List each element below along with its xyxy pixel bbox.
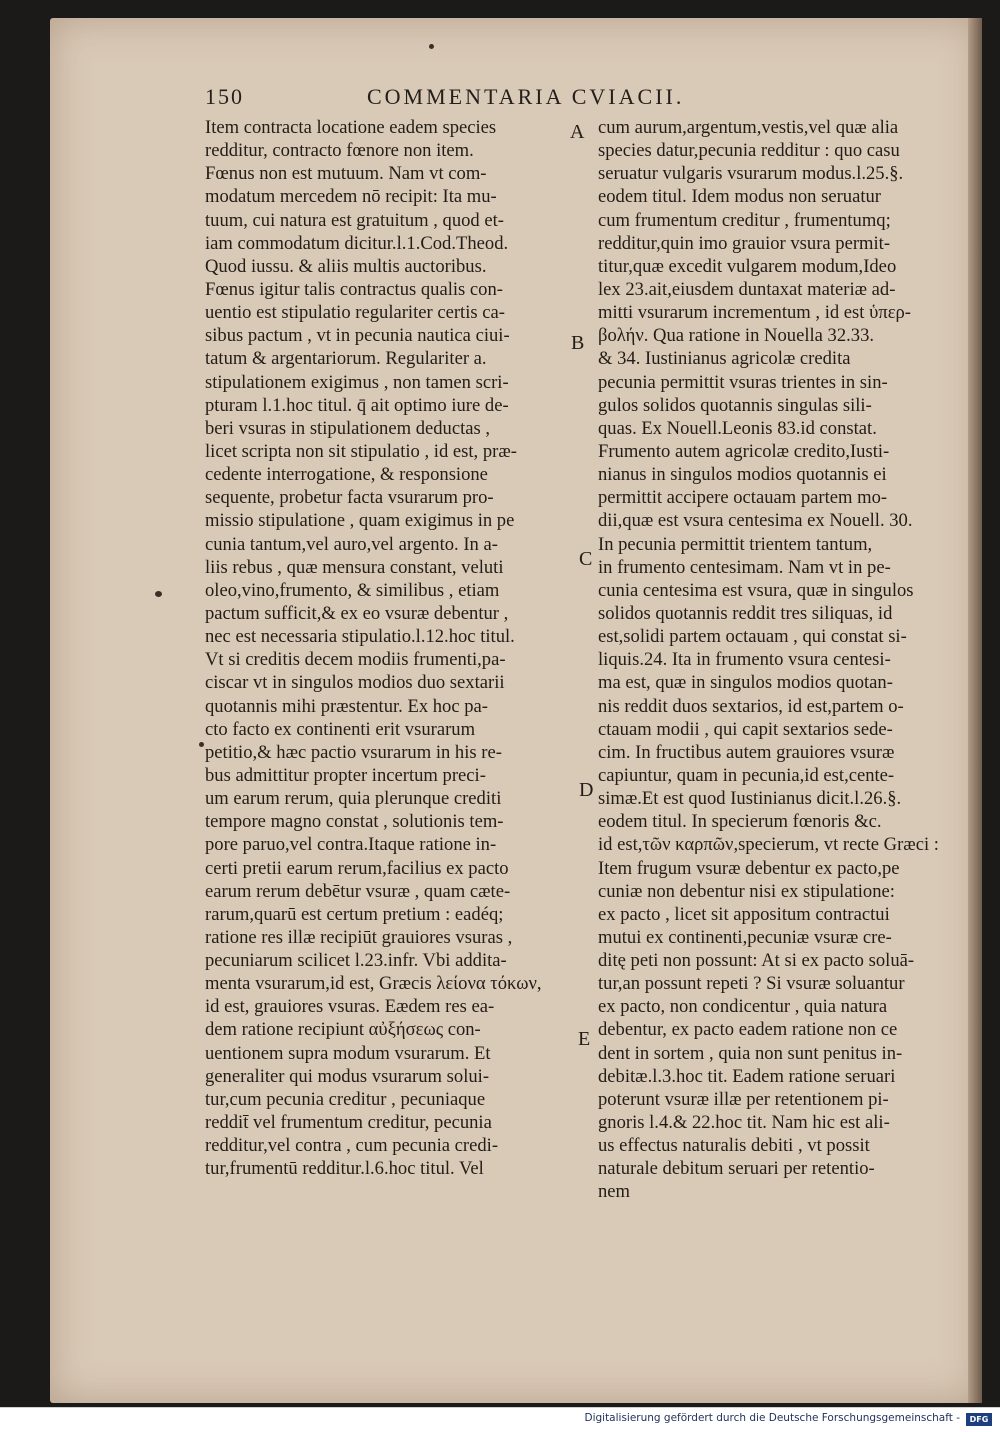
left-column-line: tuum, cui natura est gratuitum , quod et- [205, 209, 504, 231]
left-column-line: Fœnus igitur talis contractus qualis con- [205, 278, 503, 300]
right-column-line: us effectus naturalis debiti , vt possit [598, 1135, 870, 1157]
right-column-line: liquis.24. Ita in frumento vsura centesi- [598, 649, 891, 671]
left-column-line: pore paruo,vel contra.Itaque ratione in- [205, 834, 497, 856]
left-column-line: beri vsuras in stipulationem deductas , [205, 417, 491, 439]
left-column-line: rarum,quarū est certum pretium : eadéq; [205, 903, 504, 925]
right-column-line: ctauam modii , qui capit sextarios sede- [598, 718, 893, 740]
left-column-line: pecuniarum scilicet l.23.infr. Vbi addita- [205, 950, 507, 972]
dfg-logo: DFG [966, 1413, 992, 1426]
left-column-line: dem ratione recipiunt αὐξήσεως con- [205, 1019, 481, 1041]
right-column [598, 116, 958, 1204]
right-column-line: debitæ.l.3.hoc tit. Eadem ratione seruari [598, 1065, 896, 1087]
right-column-line: gulos solidos quotannis singulas sili- [598, 394, 872, 416]
left-column-line: cedente interrogatione, & responsione [205, 464, 488, 486]
left-column-line: redditur, contracto fœnore non item. [205, 140, 474, 162]
left-column-line: reddit̄ vel frumentum creditur, pecunia [205, 1112, 492, 1134]
left-column-line: missio stipulatione , quam exigimus in pe [205, 510, 515, 532]
right-column-line: Frumento autem agricolæ credito,Iusti- [598, 440, 890, 462]
right-column-line: cum frumentum creditur , frumentumq; [598, 209, 891, 231]
right-column-line: nianus in singulos modios quotannis ei [598, 464, 887, 486]
right-column-line: solidos quotannis reddit tres siliquas, id [598, 602, 893, 624]
running-title: COMMENTARIA CVIACII. [367, 84, 685, 109]
right-column-line: ditę peti non possunt: At si ex pacto soluā- [598, 950, 915, 972]
right-column-line: redditur,quin imo grauior vsura permit- [598, 232, 891, 254]
left-column-line: iam commodatum dicitur.l.1.Cod.Theod. [205, 232, 509, 254]
left-column-line: uentionem supra modum vsurarum. Et [205, 1042, 491, 1064]
right-column-line: tur,an possunt repeti ? Si vsuræ soluantur [598, 973, 905, 995]
left-column-line: cto facto ex continenti erit vsurarum [205, 718, 476, 740]
left-column-line: stipulationem exigimus , non tamen scri- [205, 371, 509, 393]
right-column-line: est,solidi partem octauam , qui constat si- [598, 626, 907, 648]
ink-speck [429, 44, 434, 49]
page-header [205, 84, 825, 112]
right-column-line: cuniæ non debentur nisi ex stipulatione: [598, 880, 895, 902]
left-column-line: liis rebus , quæ mensura constant, veluti [205, 556, 504, 578]
right-column-line: eodem titul. In specierum fœnoris &c. [598, 811, 882, 833]
left-column-line: redditur,vel contra , cum pecunia credi- [205, 1135, 499, 1157]
page-number: 150 [205, 84, 244, 109]
left-column-line: sibus pactum , vt in pecunia nautica ciui- [205, 325, 510, 347]
right-column-line: gnoris l.4.& 22.hoc tit. Nam hic est ali- [598, 1112, 890, 1134]
left-column-line: tur,cum pecunia creditur , pecuniaque [205, 1088, 486, 1110]
right-column-line: ex pacto , licet sit appositum contractui [598, 903, 890, 925]
left-column-line: ciscar vt in singulos modios duo sextarii [205, 672, 505, 694]
right-column-line: dii,quæ est vsura centesima ex Nouell. 30. [598, 510, 913, 532]
right-column-line: permittit accipere octauam partem mo- [598, 487, 888, 509]
left-column-line: nec est necessaria stipulatio.l.12.hoc titul. [205, 626, 515, 648]
right-column-line: lex 23.ait,eiusdem duntaxat materiæ ad- [598, 278, 896, 300]
left-column-line: oleo,vino,frumento, & similibus , etiam [205, 579, 500, 601]
left-column-line: earum rerum debētur vsuræ , quam cæte- [205, 880, 511, 902]
digitization-footer [0, 1407, 1000, 1432]
left-column-line: certi pretii earum rerum,facilius ex pacto [205, 857, 509, 879]
left-column-line: petitio,& hæc pactio vsurarum in his re- [205, 741, 502, 763]
left-column-line: um earum rerum, quia plerunque crediti [205, 788, 502, 810]
left-column-line: tempore magno constat , solutionis tem- [205, 811, 504, 833]
margin-letter-a: A [570, 121, 585, 143]
right-column-line: cim. In fructibus autem grauiores vsuræ [598, 741, 895, 763]
left-column-line: uentio est stipulatio regulariter certis ca- [205, 302, 505, 324]
right-column-line: mutui ex continenti,pecuniæ vsuræ cre- [598, 926, 892, 948]
right-column-line: seruatur vulgaris vsurarum modus.l.25.§. [598, 163, 904, 185]
right-column-line: in frumento centesimam. Nam vt in pe- [598, 556, 891, 578]
left-column-line: Vt si creditis decem modiis frumenti,pa- [205, 649, 506, 671]
right-column-line: βολήν. Qua ratione in Nouella 32.33. [598, 325, 875, 347]
left-column-line: menta vsurarum,id est, Græcis λείονα τόκων, [205, 973, 542, 995]
left-column-line: Fœnus non est mutuum. Nam vt com- [205, 163, 487, 185]
right-column-line: Item frugum vsuræ debentur ex pacto,pe [598, 857, 900, 879]
right-column-line: nem [598, 1181, 631, 1203]
left-column [205, 116, 573, 1180]
ink-speck [155, 591, 162, 597]
right-column-line: nis reddit duos sextarios, id est,partem o- [598, 695, 904, 717]
right-column-line: id est,τῶν καρπῶν,specierum, vt recte Græci : [598, 834, 939, 856]
left-column-line: tatum & argentariorum. Regulariter a. [205, 348, 487, 370]
right-column-line: titur,quæ excedit vulgarem modum,Ideo [598, 255, 897, 277]
right-column-line: pecunia permittit vsuras trientes in sin- [598, 371, 888, 393]
left-column-line: Quod iussu. & aliis multis auctoribus. [205, 255, 487, 277]
left-column-line: pactum sufficit,& ex eo vsuræ debentur , [205, 602, 509, 624]
right-column-line: & 34. Iustinianus agricolæ credita [598, 348, 851, 370]
funding-credit: Digitalisierung gefördert durch die Deutsche Forschungsgemeinschaft - [584, 1412, 960, 1424]
right-column-line: quas. Ex Nouell.Leonis 83.id constat. [598, 417, 877, 439]
left-column-line: sequente, probetur facta vsurarum pro- [205, 487, 494, 509]
right-column-line: naturale debitum seruari per retentio- [598, 1158, 875, 1180]
right-column-line: ex pacto, non condicentur , quia natura [598, 996, 888, 1018]
left-column-line: ratione res illæ recipiūt grauiores vsuras , [205, 926, 513, 948]
right-column-line: ma est, quæ in singulos modios quotan- [598, 672, 893, 694]
margin-letter-d: D [579, 779, 594, 801]
margin-letter-e: E [578, 1028, 591, 1050]
left-column-line: cunia tantum,vel auro,vel argento. In a- [205, 533, 498, 555]
right-column-line: eodem titul. Idem modus non seruatur [598, 186, 881, 208]
right-column-line: cum aurum,argentum,vestis,vel quæ alia [598, 117, 899, 138]
left-column-line: licet scripta non sit stipulatio , id est, præ- [205, 440, 517, 462]
right-column-line: debentur, ex pacto eadem ratione non ce [598, 1019, 898, 1041]
left-column-line: pturam l.1.hoc titul. q̄ ait optimo iure de- [205, 394, 509, 416]
right-column-line: cunia centesima est vsura, quæ in singulos [598, 579, 914, 601]
left-column-line: tur,frumentū redditur.l.6.hoc titul. Vel [205, 1158, 484, 1180]
page-edge [968, 18, 982, 1403]
left-column-line: Item contracta locatione eadem species [205, 117, 497, 138]
left-column-line: quotannis mihi præstentur. Ex hoc pa- [205, 695, 489, 717]
left-column-line: id est, grauiores vsuras. Eædem res ea- [205, 996, 495, 1018]
right-column-line: dent in sortem , quia non sunt penitus in- [598, 1042, 903, 1064]
right-column-line: poterunt vsuræ illæ per retentionem pi- [598, 1088, 889, 1110]
right-column-line: mitti vsurarum incrementum , id est ὑπερ- [598, 302, 911, 324]
right-column-line: In pecunia permittit trientem tantum, [598, 533, 873, 555]
margin-letter-c: C [579, 548, 593, 570]
ink-speck [199, 742, 204, 747]
right-column-line: species datur,pecunia redditur : quo casu [598, 140, 900, 162]
margin-letter-b: B [571, 332, 585, 354]
right-column-line: simæ.Et est quod Iustinianus dicit.l.26.§. [598, 788, 902, 810]
left-column-line: generaliter qui modus vsurarum solui- [205, 1065, 490, 1087]
left-column-line: bus admittitur propter incertum preci- [205, 764, 486, 786]
left-column-line: modatum mercedem nō recipit: Ita mu- [205, 186, 497, 208]
right-column-line: capiuntur, quam in pecunia,id est,cente- [598, 764, 895, 786]
